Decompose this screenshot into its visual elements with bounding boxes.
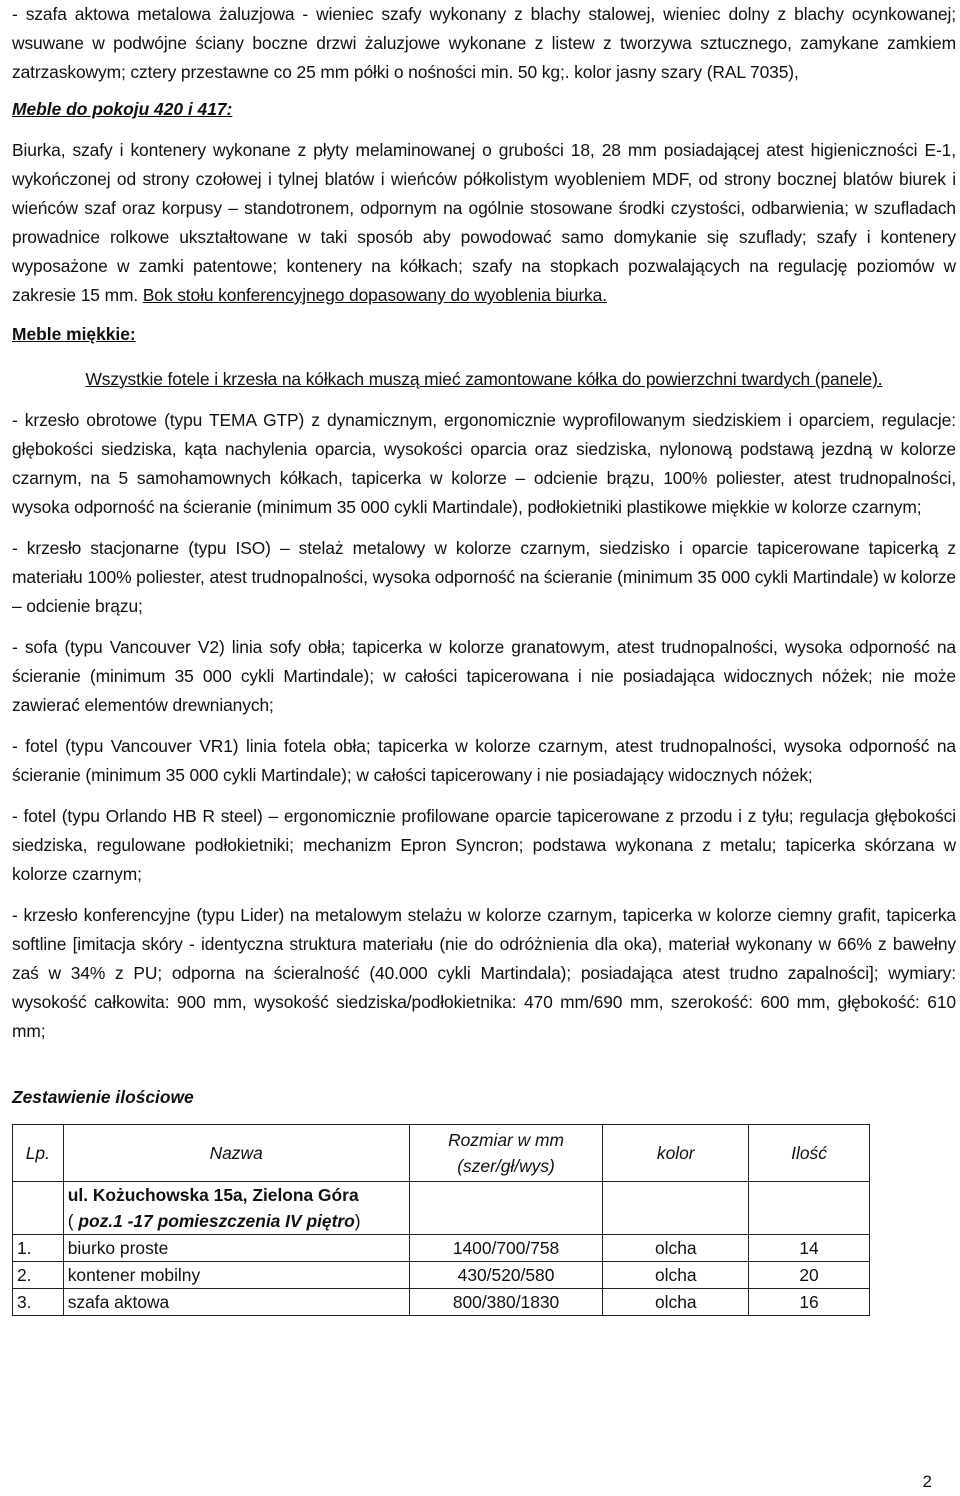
row-color: olcha <box>603 1262 749 1289</box>
row-size: 430/520/580 <box>409 1262 603 1289</box>
rooms-description <box>12 136 956 310</box>
location-close: ) <box>354 1211 361 1231</box>
row-qty: 14 <box>749 1235 870 1262</box>
row-name: kontener mobilny <box>63 1262 409 1289</box>
item-paragraph: - krzesło konferencyjne (typu Lider) na metalowym stelażu w kolorze czarnym, tapicerka w kolorze ciemny grafit, tapicerka softline [imitacja skóry - identyczna struktura materiału (nie do odróżnienia dla oka), materiał wykonany w 66% z bawełny zaś w 34% z PU; odporna na ścieralność (40.000 cykli Martindala); posiadająca atest trudno zapalności]; wymiary: wysokość całkowita: 900 mm, wysokość siedziska/podłokietnika: 470 mm/690 mm, szerokość: 600 mm, głębokość: 610 mm; <box>12 905 956 1041</box>
item-paragraph: - krzesło stacjonarne (typu ISO) – stelaż metalowy w kolorze czarnym, siedzisko i oparcie tapicerowane tapicerką z materiału 100% poliester, atest trudnopalności, wysoka odporność na ścieranie (minimum 35 000 cykli Martindale) w kolorze – odcienie brązu; <box>12 538 956 616</box>
table-row <box>13 1262 870 1289</box>
item-paragraph: - fotel (typu Orlando HB R steel) – ergonomicznie profilowane oparcie tapicerowane z przodu i z tyłu; regulacja głębokości siedziska, regulowane podłokietniki; mechanizm Epron Syncron; podstawa wykonana z metalu; tapicerka skórzana w kolorze czarnym; <box>12 806 956 884</box>
table-row <box>13 1289 870 1316</box>
casters-note: Wszystkie fotele i krzesła na kółkach muszą mieć zamontowane kółka do powierzchni twardych (panele). <box>85 369 883 389</box>
summary-heading: Zestawienie ilościowe <box>12 1087 194 1107</box>
item-paragraph: - sofa (typu Vancouver V2) linia sofy obła; tapicerka w kolorze granatowym, atest trudnopalności, wysoka odporność na ścieranie (minimum 35 000 cykli Martindale); w całości tapicerowana i nie posiadająca widocznych nóżek; nie może zawierać elementów drewnianych; <box>12 637 956 715</box>
row-size: 1400/700/758 <box>409 1235 603 1262</box>
document-page <box>12 0 956 1316</box>
location-lp-cell <box>13 1182 64 1235</box>
row-color: olcha <box>603 1235 749 1262</box>
location-line2: poz.1 -17 pomieszczenia IV piętro <box>78 1211 355 1231</box>
header-size <box>409 1125 603 1182</box>
rooms-description-underlined: Bok stołu konferencyjnego dopasowany do wyoblenia biurka. <box>142 285 607 305</box>
table-header-row <box>13 1125 870 1182</box>
section-heading-rooms: Meble do pokoju 420 i 417: <box>12 99 233 119</box>
header-qty: Ilość <box>749 1125 870 1182</box>
rooms-description-text: Biurka, szafy i kontenery wykonane z płyty melaminowanej o grubości 18, 28 mm posiadającej atest higieniczności E-1, wykończonej od strony czołowej i tylnej blatów i wieńców półkolistym wyobleniem MDF, od strony bocznej blatów biurek i wieńców szaf oraz korpusy – standotronem, odpornym na ogólnie stosowane środki czystości, odbarwienia; w szufladach prowadnice rolkowe ukształtowane w taki sposób aby powodować samo domykanie się szuflady; szafy i kontenery wyposażone w zamki patentowe; kontenery na kółkach; szafy na stopkach pozwalających na regulację poziomów w zakresie 15 mm. <box>12 140 956 305</box>
location-qty-cell <box>749 1182 870 1235</box>
header-color: kolor <box>603 1125 749 1182</box>
location-open: ( <box>67 1211 79 1231</box>
row-lp: 2. <box>13 1262 64 1289</box>
location-size-cell <box>409 1182 603 1235</box>
row-lp: 1. <box>13 1235 64 1262</box>
header-lp: Lp. <box>13 1125 64 1182</box>
header-size-line2: (szer/gł/wys) <box>457 1156 555 1176</box>
row-qty: 16 <box>749 1289 870 1316</box>
row-name: szafa aktowa <box>63 1289 409 1316</box>
item-paragraph: - krzesło obrotowe (typu TEMA GTP) z dynamicznym, ergonomicznie wyprofilowanym siedziskiem i oparciem, regulacje: głębokości siedziska, kąta nachylenia oparcia, wysokości oparcia oraz siedziska, nylonową podstawą jezdną w kolorze czarnym, na 5 samohamownych kółkach, tapicerka w kolorze – odcienie brązu, 100% poliester, atest trudnopalności, wysoka odporność na ścieranie (minimum 35 000 cykli Martindale), podłokietniki plastikowe miękkie w kolorze czarnym; <box>12 410 956 517</box>
page-number: 2 <box>922 1472 932 1491</box>
row-size: 800/380/1830 <box>409 1289 603 1316</box>
quantity-table <box>12 1124 870 1316</box>
row-lp: 3. <box>13 1289 64 1316</box>
row-name: biurko proste <box>63 1235 409 1262</box>
row-qty: 20 <box>749 1262 870 1289</box>
row-color: olcha <box>603 1289 749 1316</box>
location-line1: ul. Kożuchowska 15a, Zielona Góra <box>67 1185 359 1205</box>
section-heading-soft-furniture: Meble miękkie: <box>12 324 136 344</box>
table-location-row <box>13 1182 870 1235</box>
location-cell <box>63 1182 409 1235</box>
header-name: Nazwa <box>63 1125 409 1182</box>
item-paragraph: - fotel (typu Vancouver VR1) linia fotela obła; tapicerka w kolorze czarnym, atest trudnopalności, wysoka odporność na ścieranie (minimum 35 000 cykli Martindale); w całości tapicerowany i nie posiadający widocznych nóżek; <box>12 736 956 785</box>
table-row <box>13 1235 870 1262</box>
intro-paragraph: - szafa aktowa metalowa żaluzjowa - wieniec szafy wykonany z blachy stalowej, wieniec dolny z blachy ocynkowanej; wsuwane w podwójne ściany boczne drzwi żaluzjowe wykonane z listew z tworzywa sztucznego, zamykane zamkiem zatrzaskowym; cztery przestawne co 25 mm półki o nośności min. 50 kg;. kolor jasny szary (RAL 7035), <box>12 4 956 82</box>
location-color-cell <box>603 1182 749 1235</box>
header-size-line1: Rozmiar w mm <box>448 1130 564 1150</box>
